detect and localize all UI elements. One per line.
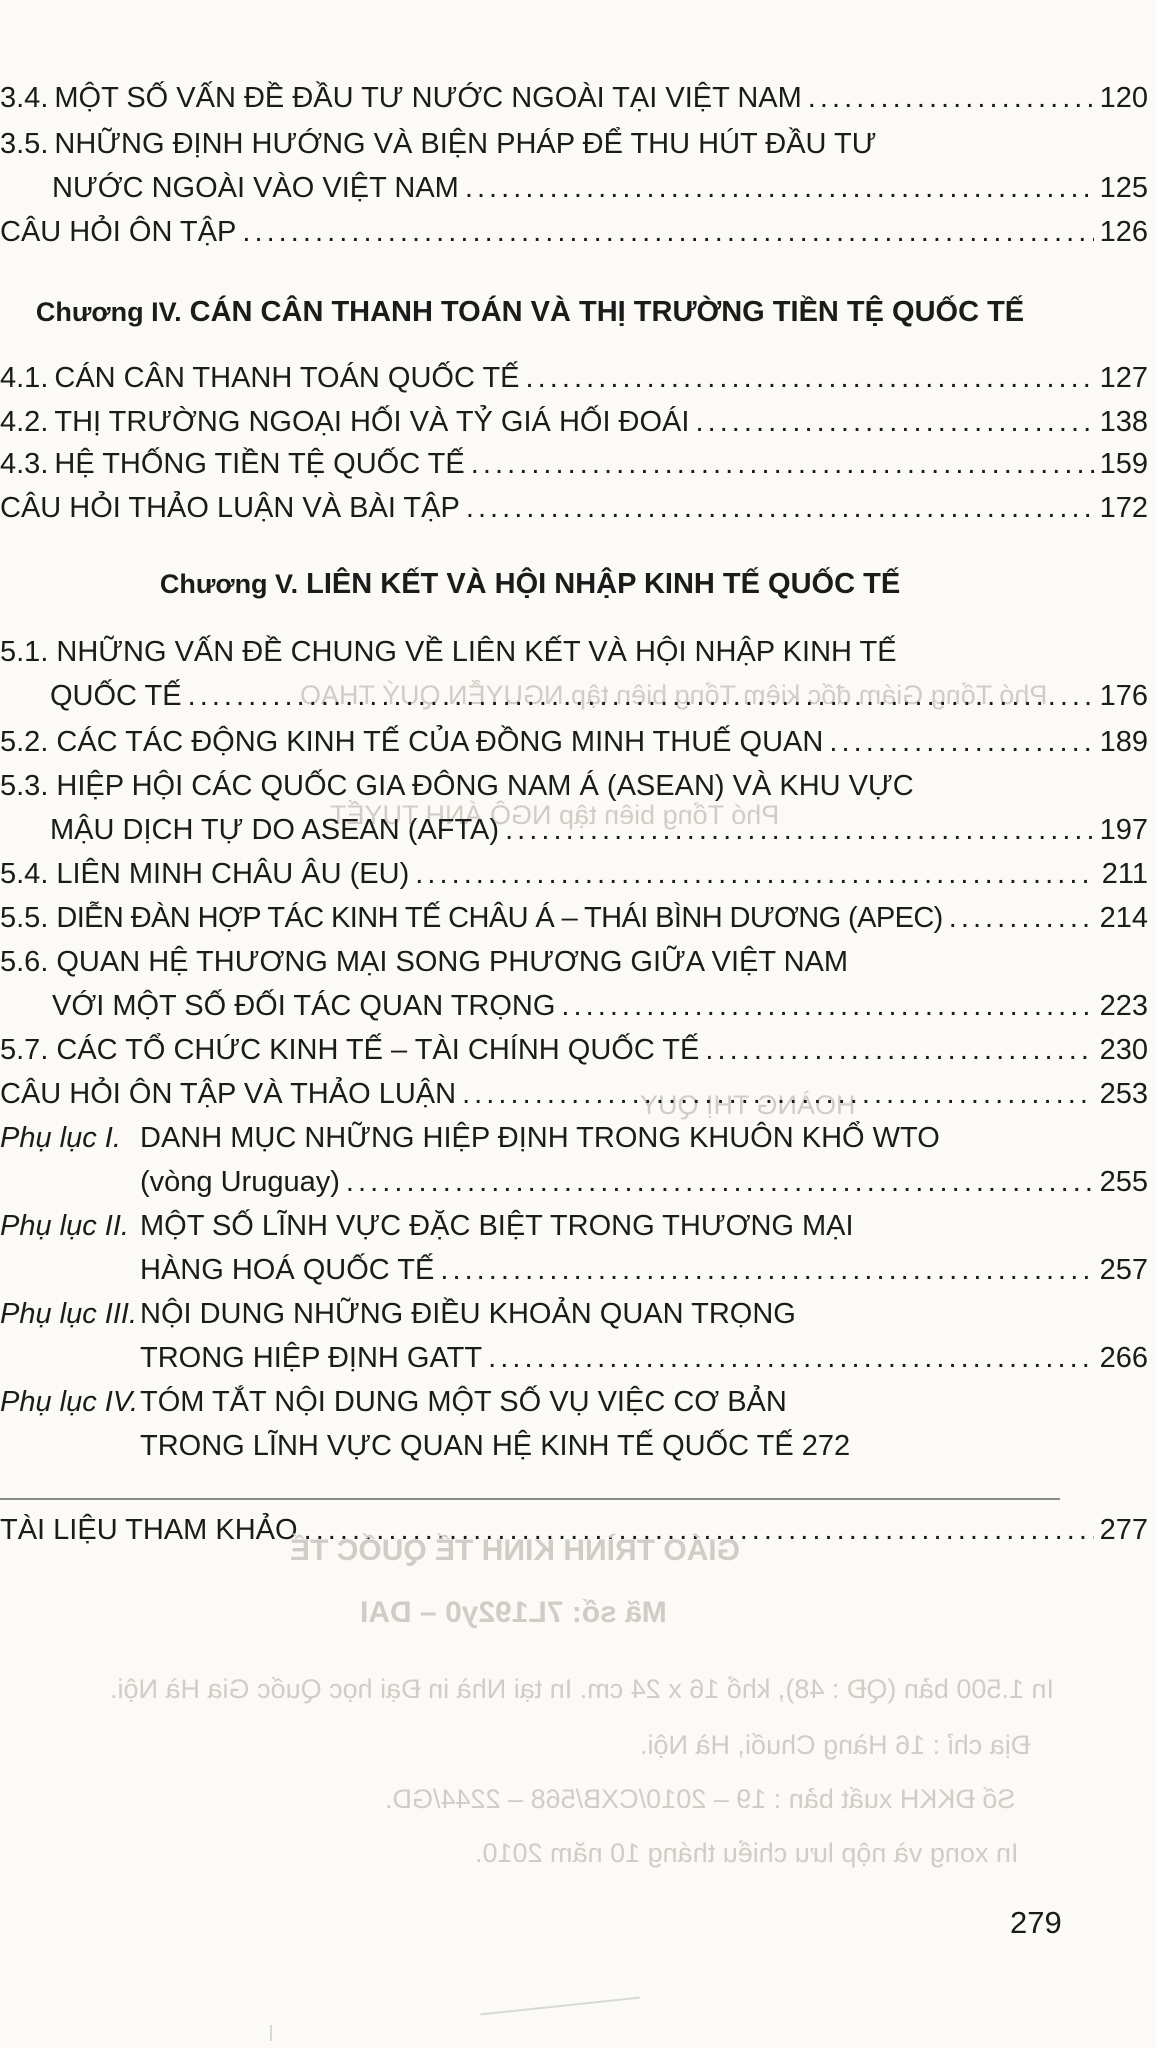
paper-mark (480, 1997, 639, 2016)
toc-appendix-1 (0, 1120, 940, 1156)
show-through-text: HOÀNG THỊ QUY (640, 1090, 856, 1120)
toc-leader-dots (949, 900, 1094, 936)
toc-entry-number: 5.2. (0, 726, 49, 758)
toc-entry-number: 3.4. (0, 82, 49, 114)
colophon-book-title: GIÁO TRÌNH KINH TẾ QUỐC TẾ (290, 1534, 740, 1567)
toc-appendix-2 (0, 1208, 854, 1244)
colophon-deposit: In xong và nộp lưu chiểu tháng 10 năm 2010. (475, 1838, 1019, 1868)
toc-entry-4-1 (0, 360, 1148, 396)
toc-entry-5-4 (0, 856, 1148, 892)
toc-leader-dots (242, 214, 1093, 250)
toc-entry-5-2 (0, 724, 1148, 760)
toc-entry-review-4 (0, 490, 1148, 526)
toc-leader-dots (415, 856, 1096, 892)
toc-entry-title: HỆ THỐNG TIỀN TỆ QUỐC TẾ (54, 448, 465, 480)
toc-entry-page: 255 (1099, 1166, 1148, 1198)
toc-entry-page: 253 (1099, 1078, 1148, 1110)
toc-appendix-4 (0, 1384, 787, 1420)
toc-entry-title: NHỮNG ĐỊNH HƯỚNG VÀ BIỆN PHÁP ĐỂ THU HÚT ĐẦU TƯ (54, 128, 877, 160)
toc-appendix-3 (0, 1296, 796, 1332)
toc-leader-dots (466, 490, 1094, 526)
toc-entry-5-6 (0, 944, 848, 980)
toc-entry-page: 223 (1099, 990, 1148, 1022)
toc-appendix-2-cont (140, 1252, 1148, 1288)
toc-entry-page: 214 (1099, 902, 1148, 934)
toc-leader-dots (561, 988, 1093, 1024)
appendix-title-cont: TRONG HIỆP ĐỊNH GATT (140, 1342, 483, 1374)
toc-leader-dots (188, 678, 1094, 714)
toc-leader-dots (346, 1164, 1094, 1200)
toc-leader-dots (462, 1076, 1094, 1112)
toc-entry-page: 257 (1099, 1254, 1148, 1286)
chapter-prefix: Chương IV. (35, 297, 182, 327)
appendix-title: DANH MỤC NHỮNG HIỆP ĐỊNH TRONG KHUÔN KHỔ WTO (140, 1122, 940, 1154)
toc-entry-number: 5.3. (0, 770, 49, 802)
appendix-title-cont: TRONG LĨNH VỰC QUAN HỆ KINH TẾ QUỐC TẾ 272 (140, 1430, 851, 1462)
toc-entry-number: 3.5. (0, 128, 49, 160)
colophon-print-line: In 1.500 bản (QĐ : 48), khổ 16 x 24 cm. In tại Nhà in Đại học Quốc Gia Hà Nội. (110, 1674, 1054, 1704)
toc-entry-title-cont: MẬU DỊCH TỰ DO ASEAN (AFTA) (50, 814, 500, 846)
toc-entry-number: 4.3. (0, 448, 49, 480)
toc-entry-number: 4.2. (0, 406, 49, 438)
toc-entry-3-5-cont (52, 170, 1148, 206)
toc-entry-title: HIỆP HỘI CÁC QUỐC GIA ĐÔNG NAM Á (ASEAN) VÀ KHU VỰC (56, 770, 914, 802)
toc-entry-title: CÂU HỎI ÔN TẬP VÀ THẢO LUẬN (0, 1078, 457, 1110)
toc-entry-page: 125 (1099, 172, 1148, 204)
toc-entry-page: 211 (1101, 858, 1148, 890)
toc-entry-review-5 (0, 1076, 1148, 1112)
toc-entry-number: 5.7. (0, 1034, 49, 1066)
toc-entry-5-3-cont (50, 812, 1148, 848)
toc-entry-page: 172 (1099, 492, 1148, 524)
appendix-label: Phụ lục IV. (0, 1386, 139, 1418)
toc-entry-title: LIÊN MINH CHÂU ÂU (EU) (56, 858, 410, 890)
appendix-title-cont: (vòng Uruguay) (140, 1166, 340, 1198)
toc-entry-number: 5.1. (0, 636, 49, 668)
toc-entry-number: 4.1. (0, 362, 49, 394)
toc-entry-title: CÁN CÂN THANH TOÁN QUỐC TẾ (54, 362, 520, 394)
toc-entry-title: THỊ TRƯỜNG NGOẠI HỐI VÀ TỶ GIÁ HỐI ĐOÁI (54, 406, 690, 438)
toc-leader-dots (505, 812, 1094, 848)
toc-entry-title: MỘT SỐ VẤN ĐỀ ĐẦU TƯ NƯỚC NGOÀI TẠI VIỆT NAM (54, 82, 802, 114)
toc-entry-page: 189 (1099, 726, 1148, 758)
appendix-title-cont: HÀNG HOÁ QUỐC TẾ (140, 1254, 435, 1286)
toc-entry-page: 230 (1099, 1034, 1148, 1066)
toc-leader-dots (705, 1032, 1093, 1068)
references-title: TÀI LIỆU THAM KHẢO (0, 1514, 298, 1546)
toc-appendix-1-cont (140, 1164, 1148, 1200)
toc-entry-page: 197 (1099, 814, 1148, 846)
toc-entry-page: 126 (1099, 216, 1148, 248)
appendix-label: Phụ lục I. (0, 1122, 121, 1154)
toc-entry-number: 5.6. (0, 946, 49, 978)
show-through-text: Phó Tổng Giám đốc kiêm Tổng biên tập NGUYỄN QUÝ THAO (300, 680, 1048, 710)
toc-entry-page: 127 (1099, 362, 1148, 394)
toc-leader-dots (695, 404, 1093, 440)
toc-entry-5-5 (0, 900, 1148, 936)
toc-entry-4-2 (0, 404, 1148, 440)
toc-entry-page: 159 (1099, 448, 1148, 480)
page-number: 279 (1010, 1905, 1062, 1940)
toc-leader-dots (829, 724, 1093, 760)
toc-entry-title-cont: QUỐC TẾ (50, 680, 182, 712)
chapter-heading-5 (0, 568, 1060, 601)
colophon-address: Địa chỉ : 16 Hàng Chuối, Hà Nội. (640, 1730, 1031, 1760)
chapter-prefix: Chương V. (159, 569, 299, 599)
toc-entry-title: CÂU HỎI THẢO LUẬN VÀ BÀI TẬP (0, 492, 460, 524)
appendix-title: TÓM TẮT NỘI DUNG MỘT SỐ VỤ VIỆC CƠ BẢN (140, 1386, 787, 1418)
toc-entry-5-6-cont (52, 988, 1148, 1024)
toc-leader-dots (526, 360, 1094, 396)
toc-entry-page: 277 (1099, 1514, 1148, 1546)
toc-appendix-4-cont (140, 1428, 850, 1464)
toc-leader-dots (488, 1340, 1094, 1376)
toc-leader-dots (440, 1252, 1093, 1288)
chapter-title: LIÊN KẾT VÀ HỘI NHẬP KINH TẾ QUỐC TẾ (306, 568, 901, 600)
toc-entry-title: CÁC TÁC ĐỘNG KINH TẾ CỦA ĐỒNG MINH THUẾ QUAN (56, 726, 824, 758)
appendix-label: Phụ lục III. (0, 1298, 138, 1330)
toc-entry-title: DIỄN ĐÀN HỢP TÁC KINH TẾ CHÂU Á – THÁI BÌNH DƯƠNG (APEC) (56, 902, 943, 934)
toc-entry-4-3 (0, 446, 1148, 482)
show-through-text: Phó Tổng biên tập NGÔ ÁNH TUYẾT (330, 800, 780, 830)
separator-rule (0, 1498, 1060, 1500)
toc-entry-number: 5.4. (0, 858, 49, 890)
chapter-title: CÁN CÂN THANH TOÁN VÀ THỊ TRƯỜNG TIỀN TỆ QUỐC TẾ (189, 296, 1025, 328)
toc-entry-title: NHỮNG VẤN ĐỀ CHUNG VỀ LIÊN KẾT VÀ HỘI NHẬP KINH TẾ (56, 636, 897, 668)
toc-entry-5-1 (0, 634, 897, 670)
toc-appendix-3-cont (140, 1340, 1148, 1376)
toc-entry-number: 5.5. (0, 902, 49, 934)
toc-entry-5-3 (0, 768, 914, 804)
toc-entry-review-3 (0, 214, 1148, 250)
toc-entry-page: 138 (1099, 406, 1148, 438)
toc-entry-3-5 (0, 126, 877, 162)
toc-entry-3-4 (0, 80, 1148, 116)
toc-entry-page: 120 (1099, 82, 1148, 114)
toc-entry-title-cont: VỚI MỘT SỐ ĐỐI TÁC QUAN TRỌNG (52, 990, 556, 1022)
colophon-code: Mã số: 7L192y0 – DAI (360, 1596, 667, 1629)
toc-entry-5-1-cont (50, 678, 1148, 714)
colophon-registration: Số ĐKKH xuất bản : 19 – 2010/CXB/568 – 2244/GD. (385, 1784, 1016, 1814)
appendix-title: MỘT SỐ LĨNH VỰC ĐẶC BIỆT TRONG THƯƠNG MẠI (140, 1210, 854, 1242)
toc-leader-dots (808, 80, 1094, 116)
paper-mark (270, 2025, 272, 2041)
toc-entry-title: CÂU HỎI ÔN TẬP (0, 216, 237, 248)
toc-entry-page: 266 (1099, 1342, 1148, 1374)
toc-leader-dots (471, 446, 1094, 482)
toc-entry-page: 176 (1099, 680, 1148, 712)
toc-leader-dots (465, 170, 1094, 206)
chapter-heading-4 (0, 296, 1060, 329)
toc-entry-title: CÁC TỔ CHỨC KINH TẾ – TÀI CHÍNH QUỐC TẾ (56, 1034, 700, 1066)
toc-entry-title-cont: NƯỚC NGOÀI VÀO VIỆT NAM (52, 172, 459, 204)
toc-entry-5-7 (0, 1032, 1148, 1068)
appendix-title: NỘI DUNG NHỮNG ĐIỀU KHOẢN QUAN TRỌNG (140, 1298, 796, 1330)
appendix-label: Phụ lục II. (0, 1210, 129, 1242)
toc-entry-title: QUAN HỆ THƯƠNG MẠI SONG PHƯƠNG GIỮA VIỆT NAM (56, 946, 849, 978)
